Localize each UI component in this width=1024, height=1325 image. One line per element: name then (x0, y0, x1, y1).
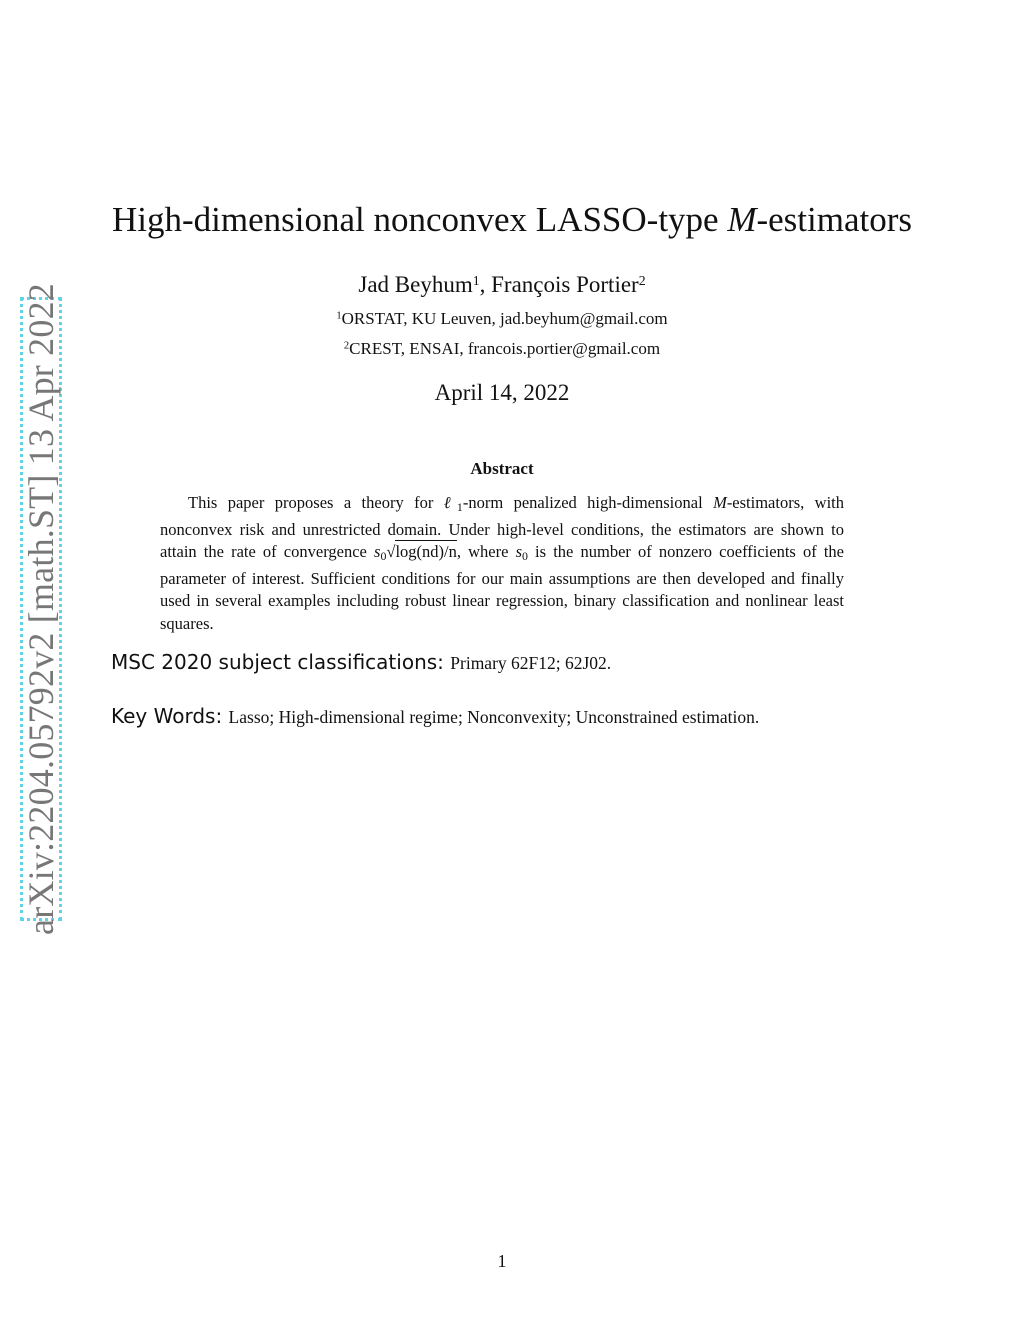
page-number: 1 (497, 1251, 507, 1271)
msc-value: Primary 62F12; 62J02. (450, 653, 612, 673)
paper-title (0, 200, 1024, 240)
author-list (0, 272, 1004, 298)
author-name: François Portier (491, 272, 639, 297)
affiliation-line (0, 309, 1004, 329)
author-name: Jad Beyhum (358, 272, 473, 297)
title-suffix: -estimators (756, 200, 913, 239)
math-sqrt (386, 540, 456, 561)
msc-classifications (111, 650, 911, 674)
sqrt-radicand: log(nd)/n (395, 542, 457, 562)
keywords-label: Key Words: (111, 704, 223, 728)
math-s: s (515, 542, 522, 562)
math-ell: ℓ (443, 493, 457, 512)
abstract-text: , where (456, 542, 516, 562)
title-math-m: M (727, 200, 757, 239)
msc-label: MSC 2020 subject classifications: (111, 650, 444, 674)
title-main: High-dimensional nonconvex LASSO-type (111, 200, 728, 239)
math-s: s (374, 542, 381, 562)
affiliation-text: ORSTAT, KU Leuven, jad.beyhum@gmail.com (341, 309, 668, 328)
math-subscript: 0 (380, 549, 387, 564)
abstract-body (160, 492, 844, 636)
affiliation-text: CREST, ENSAI, francois.portier@gmail.com (349, 339, 661, 358)
author-separator: , (479, 272, 492, 297)
affiliation-mark: 2 (638, 273, 646, 289)
abstract-heading: Abstract (470, 459, 534, 478)
key-words (111, 704, 931, 728)
abstract-text: -norm penalized high-dimensional (462, 493, 714, 512)
abstract-text: -estimators, with nonconvex risk and unrestricted domain. Under high-level conditions, the estimators are shown to attain the rate of convergence (160, 493, 844, 562)
arxiv-identifier: arXiv:2204.05792v2 [math.ST] 13 Apr 2022 (21, 283, 61, 935)
math-subscript: 0 (521, 549, 528, 564)
abstract-text: is the number of nonzero coefficients of the parameter of interest. Sufficient conditions for our main assumptions are then developed and finally used in several examples including robust linear regression, binary classification and nonlinear least squares. (160, 542, 845, 633)
affiliation-mark: 1 (472, 273, 480, 289)
math-subscript: 1 (456, 499, 463, 514)
affiliation-line (0, 339, 1004, 359)
keywords-value: Lasso; High-dimensional regime; Nonconvexity; Unconstrained estimation. (228, 707, 760, 727)
affiliation-mark: 2 (343, 340, 350, 352)
sqrt-symbol: √ (386, 542, 396, 562)
math-m: M (713, 493, 727, 512)
publication-date: April 14, 2022 (434, 380, 570, 405)
abstract-text: This paper proposes a theory for (188, 493, 444, 512)
affiliation-mark: 1 (336, 310, 342, 322)
